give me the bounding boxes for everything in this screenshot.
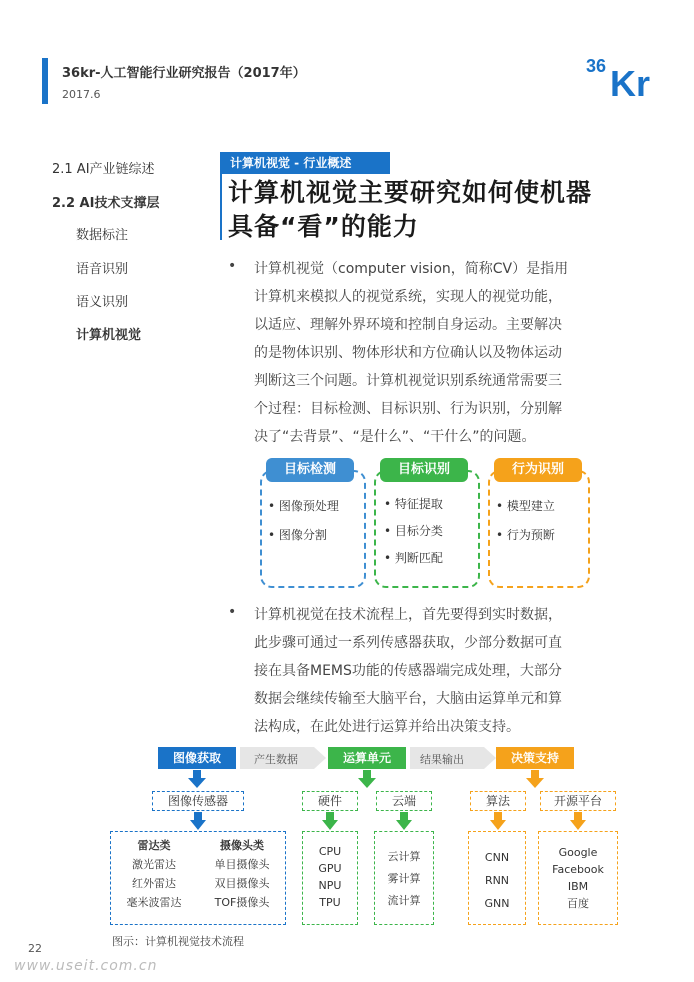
figure-caption: 图示：计算机视觉技术流程 — [112, 935, 244, 948]
radar-item: 激光雷达 — [132, 858, 176, 871]
page-title-line-1: 计算机视觉主要研究如何使机器 — [228, 178, 593, 207]
camera-title: 摄像头类 — [220, 839, 264, 852]
platform-item: Facebook — [552, 863, 604, 876]
radar-title: 雷达类 — [137, 839, 171, 852]
hardware-item: CPU — [318, 845, 342, 858]
hardware-item: TPU — [319, 896, 341, 909]
sidebar-item-semantic[interactable]: 语义识别 — [76, 295, 129, 310]
para1-line: 判断这三个问题。计算机视觉识别系统通常需要三 — [254, 373, 562, 389]
para2-line: 法构成，在此处进行运算并给出决策支持。 — [254, 719, 520, 735]
process-item: • 行为预断 — [496, 528, 555, 542]
camera-group — [200, 836, 284, 912]
process-item: • 特征提取 — [384, 497, 443, 511]
sidebar-item-2-1[interactable]: 2.1 AI产业链综述 — [52, 162, 155, 177]
page-title-line-2: 具备“看”的能力 — [228, 212, 419, 241]
bullet-1: • — [228, 258, 237, 274]
sub-open-platform: 开源平台 — [540, 791, 616, 811]
cloud-item: 雾计算 — [387, 872, 421, 885]
sidebar-item-data-labeling[interactable]: 数据标注 — [76, 228, 129, 243]
algorithm-list — [468, 846, 526, 915]
down-arrow-icon — [396, 812, 412, 830]
hardware-list — [302, 843, 358, 911]
para1-line: 以适应、理解外界环境和控制自身运动。主要解决 — [254, 317, 562, 333]
36kr-logo — [586, 52, 658, 98]
camera-item: 双目摄像头 — [214, 877, 270, 890]
para2-line: 此步骤可通过一系列传感器获取，少部分数据可直 — [254, 635, 562, 651]
process-item: • 图像分割 — [268, 528, 327, 542]
cloud-list — [374, 846, 434, 912]
down-arrow-icon — [490, 812, 506, 830]
down-arrow-icon — [190, 812, 206, 830]
cloud-item: 云计算 — [387, 850, 421, 863]
down-arrow-icon — [358, 770, 376, 788]
radar-group — [116, 836, 192, 912]
sidebar-item-2-2[interactable]: 2.2 AI技术支撑层 — [52, 196, 160, 211]
process-item: • 图像预处理 — [268, 499, 339, 513]
down-arrow-icon — [322, 812, 338, 830]
connector-arrow-icon — [484, 747, 496, 769]
report-date: 2017.6 — [62, 88, 101, 101]
algorithm-item: RNN — [484, 874, 510, 887]
sub-algorithm: 算法 — [470, 791, 526, 811]
platform-item: IBM — [567, 880, 589, 893]
algorithm-item: CNN — [484, 851, 510, 864]
process-item: • 目标分类 — [384, 524, 443, 538]
para1-line: 决了“去背景”、“是什么”、“干什么”的问题。 — [254, 429, 536, 445]
process-title-behavior: 行为识别 — [494, 458, 582, 482]
connector-arrow-icon — [314, 747, 326, 769]
section-tag: 计算机视觉 - 行业概述 — [222, 152, 390, 174]
camera-item: TOF摄像头 — [214, 896, 270, 909]
sidebar-item-speech[interactable]: 语音识别 — [76, 262, 129, 277]
para2-line: 接在具备MEMS功能的传感器端完成处理，大部分 — [254, 663, 562, 679]
stage-computing-unit: 运算单元 — [328, 747, 406, 769]
para1-line: 计算机来模拟人的视觉系统，实现人的视觉功能， — [254, 289, 562, 305]
para2-line: 计算机视觉在技术流程上，首先要得到实时数据， — [254, 607, 562, 623]
sub-cloud: 云端 — [376, 791, 432, 811]
hardware-item: NPU — [318, 879, 342, 892]
platform-list — [538, 844, 618, 912]
sub-hardware: 硬件 — [302, 791, 358, 811]
logo-text-36: 36 — [586, 56, 607, 76]
stage-image-acquisition: 图像获取 — [158, 747, 236, 769]
process-item: • 判断匹配 — [384, 551, 443, 565]
logo-text-kr: Kr — [610, 63, 651, 98]
page-number: 22 — [28, 942, 42, 955]
down-arrow-icon — [526, 770, 544, 788]
platform-item: 百度 — [567, 897, 589, 910]
radar-item: 毫米波雷达 — [126, 896, 182, 909]
para1-line: 计算机视觉（computer vision，简称CV）是指用 — [254, 261, 569, 277]
process-title-detection: 目标检测 — [266, 458, 354, 482]
page-title — [228, 176, 592, 244]
process-item: • 模型建立 — [496, 499, 555, 513]
stage-decision-support: 决策支持 — [496, 747, 574, 769]
process-title-recognition: 目标识别 — [380, 458, 468, 482]
para1-line: 个过程：目标检测、目标识别、行为识别，分别解 — [254, 401, 562, 417]
connector-label: 结果输出 — [420, 753, 464, 766]
para2-line: 数据会继续传输至大脑平台，大脑由运算单元和算 — [254, 691, 562, 707]
algorithm-item: GNN — [484, 897, 510, 910]
down-arrow-icon — [570, 812, 586, 830]
camera-item: 单目摄像头 — [214, 858, 270, 871]
down-arrow-icon — [188, 770, 206, 788]
platform-item: Google — [558, 846, 598, 859]
sub-image-sensor: 图像传感器 — [152, 791, 244, 811]
hardware-item: GPU — [318, 862, 342, 875]
radar-item: 红外雷达 — [132, 877, 176, 890]
watermark: www.useit.com.cn — [14, 958, 158, 974]
connector-label: 产生数据 — [254, 753, 298, 766]
sidebar-item-cv[interactable]: 计算机视觉 — [76, 328, 142, 343]
cloud-item: 流计算 — [387, 894, 421, 907]
bullet-2: • — [228, 604, 237, 620]
para1-line: 的是物体识别、物体形状和方位确认以及物体运动 — [254, 345, 562, 361]
header-accent-bar — [42, 58, 48, 104]
report-title: 36kr-人工智能行业研究报告（2017年） — [62, 66, 306, 81]
